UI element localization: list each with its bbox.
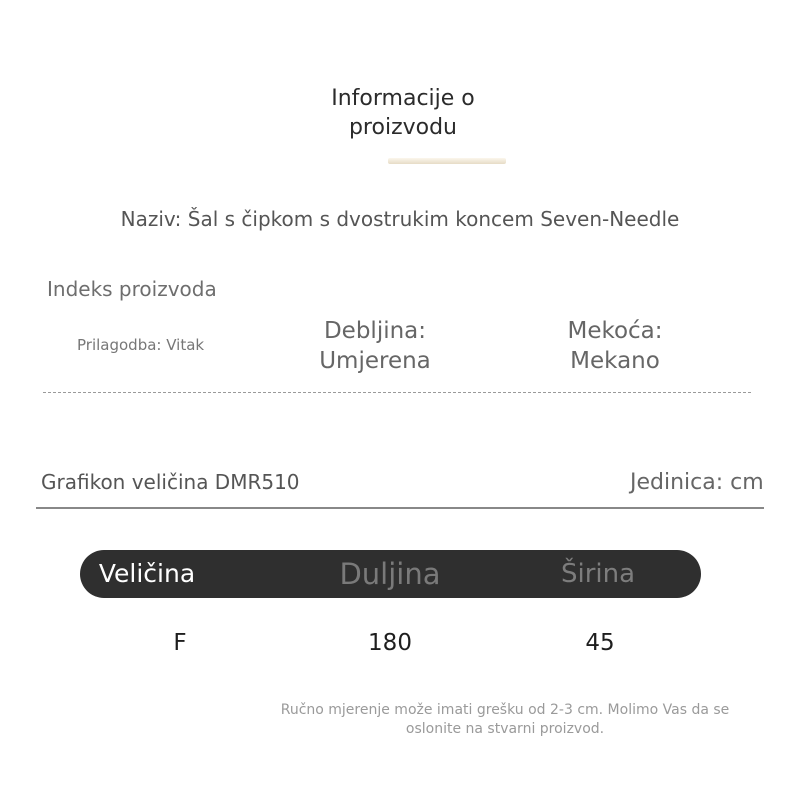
thickness-attribute: Debljina: Umjerena [319,318,431,374]
unit-label: Jedinica: cm [630,470,764,495]
table-cell-size: F [173,630,187,656]
product-name: Naziv: Šal s čipkom s dvostrukim koncem Seven-Needle [120,207,680,231]
size-chart-underline [36,507,764,509]
header-size: Veličina [98,559,196,588]
size-chart-label: Grafikon veličina DMR510 [41,470,300,494]
fit-attribute: Prilagodba: Vitak [77,336,205,354]
header-width: Širina [560,559,636,589]
table-cell-width: 45 [585,630,615,656]
header-length: Duljina [339,557,441,591]
product-info-title: Informacije o proizvodu [331,86,475,140]
softness-attribute: Mekoća: Mekano [567,318,663,374]
table-cell-length: 180 [368,630,412,656]
title-underline-decoration [388,158,506,164]
section-divider [43,392,751,393]
measurement-note: Ručno mjerenje može imati grešku od 2-3 cm. Molimo Vas da se oslonite na stvarni proizvod. [280,702,730,737]
product-index-label: Indeks proizvoda [47,277,217,301]
